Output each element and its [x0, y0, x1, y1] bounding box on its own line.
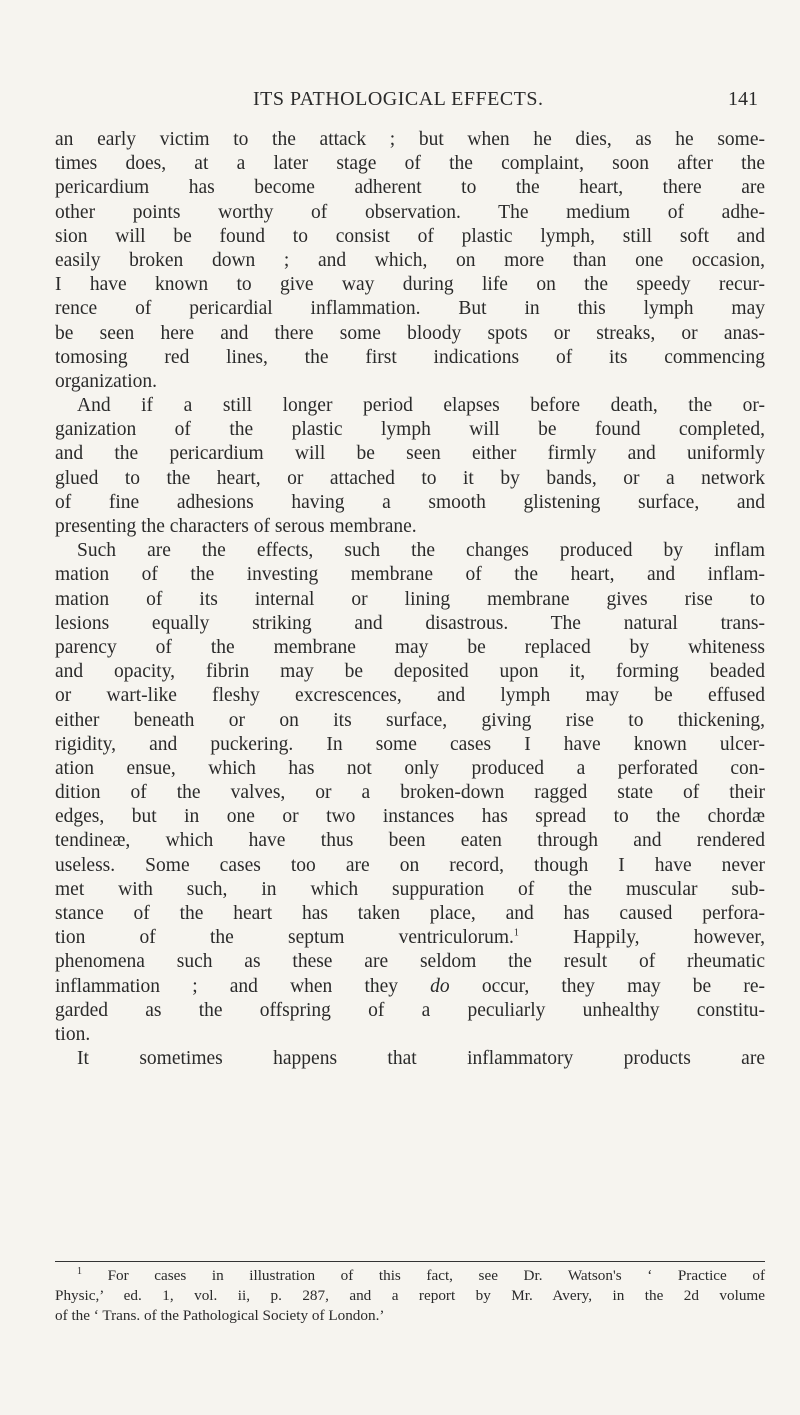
text-line: tomosing red lines, the first indications of its commencing	[55, 346, 765, 368]
text-line-with-emphasis	[55, 975, 765, 999]
text-line-with-footnote	[55, 926, 765, 950]
text-line: ation ensue, which has not only produced a perforated con-	[55, 757, 765, 779]
text-line: tendineæ, which have thus been eaten through and rendered	[55, 830, 765, 852]
footnote-line: of the ‘ Trans. of the Pathological Society of London.’	[55, 1307, 385, 1324]
text-line: rence of pericardial inflammation. But in this lymph may	[55, 298, 765, 320]
text-line: lesions equally striking and disastrous. The natural trans-	[55, 612, 765, 634]
emphasis-word: do	[430, 975, 450, 997]
paragraph-start: And if a still longer period elapses before death, the or-	[77, 395, 765, 417]
footnote-line: Physic,’ ed. 1, vol. ii, p. 287, and a report by Mr. Avery, in the 2d volume	[55, 1287, 765, 1304]
text-line: and the pericardium will be seen either firmly and uniformly	[55, 443, 765, 465]
text-line: mation of its internal or lining membrane gives rise to	[55, 588, 765, 610]
text-line: pericardium has become adherent to the heart, there are	[55, 177, 765, 199]
paragraph-start: It sometimes happens that inflammatory products are	[77, 1048, 765, 1070]
text-line: sion will be found to consist of plastic lymph, still soft and	[55, 225, 765, 247]
text-line: I have known to give way during life on the speedy recur-	[55, 274, 765, 296]
text-line: times does, at a later stage of the complaint, soon after the	[55, 153, 765, 175]
text-line: rigidity, and puckering. In some cases I have known ulcer-	[55, 733, 765, 755]
footnote-marker: 1	[77, 1265, 82, 1277]
text-line: ganization of the plastic lymph will be found completed,	[55, 419, 765, 441]
text-line: parency of the membrane may be replaced by whiteness	[55, 636, 765, 658]
text-line: useless. Some cases too are on record, though I have never	[55, 854, 765, 876]
body-text	[55, 128, 765, 1071]
paragraph-start: Such are the effects, such the changes produced by inflam	[77, 540, 765, 562]
text-line: be seen here and there some bloody spots or streaks, or anas-	[55, 322, 765, 344]
text-line: and opacity, fibrin may be deposited upon it, forming beaded	[55, 661, 765, 683]
running-title: ITS PATHOLOGICAL EFFECTS.	[253, 88, 544, 110]
text-line: tion.	[55, 1023, 91, 1045]
footnote-text: For cases in illustration of this fact, see Dr. Watson's ‘ Practice of	[82, 1267, 765, 1284]
text-line: organization.	[55, 370, 157, 392]
text-line: of fine adhesions having a smooth glistening surface, and	[55, 491, 765, 513]
text-line: either beneath or on its surface, giving rise to thickening,	[55, 709, 765, 731]
text-line: dition of the valves, or a broken-down ragged state of their	[55, 782, 765, 804]
text-line: phenomena such as these are seldom the result of rheumatic	[55, 951, 765, 973]
footnote-rule	[55, 1261, 765, 1262]
text-line: other points worthy of observation. The medium of adhe-	[55, 201, 765, 223]
text-line: easily broken down ; and which, on more than one occasion,	[55, 249, 765, 271]
text-fragment: tion of the septum ventriculorum.	[55, 927, 514, 949]
text-fragment: inflammation ; and when they	[55, 975, 431, 997]
page-header	[0, 88, 800, 118]
footnote-ref[interactable]: 1	[513, 927, 519, 939]
text-line: met with such, in which suppuration of the muscular sub-	[55, 878, 765, 900]
footnote	[55, 1266, 765, 1326]
text-fragment: occur, they may be re-	[449, 975, 765, 997]
text-line: garded as the offspring of a peculiarly unhealthy constitu-	[55, 999, 765, 1021]
text-fragment: Happily, however,	[518, 927, 766, 949]
page-number: 141	[728, 88, 758, 110]
text-line: stance of the heart has taken place, and has caused perfora-	[55, 903, 765, 924]
footnote-line	[55, 1266, 765, 1286]
text-line: or wart-like fleshy excrescences, and lymph may be effused	[55, 685, 765, 707]
text-line: presenting the characters of serous membrane.	[55, 516, 417, 537]
text-line: edges, but in one or two instances has spread to the chordæ	[55, 806, 765, 828]
text-line: an early victim to the attack ; but when he dies, as he some-	[55, 129, 765, 150]
text-line: mation of the investing membrane of the heart, and inflam-	[55, 564, 765, 586]
text-line: glued to the heart, or attached to it by bands, or a network	[55, 467, 765, 489]
